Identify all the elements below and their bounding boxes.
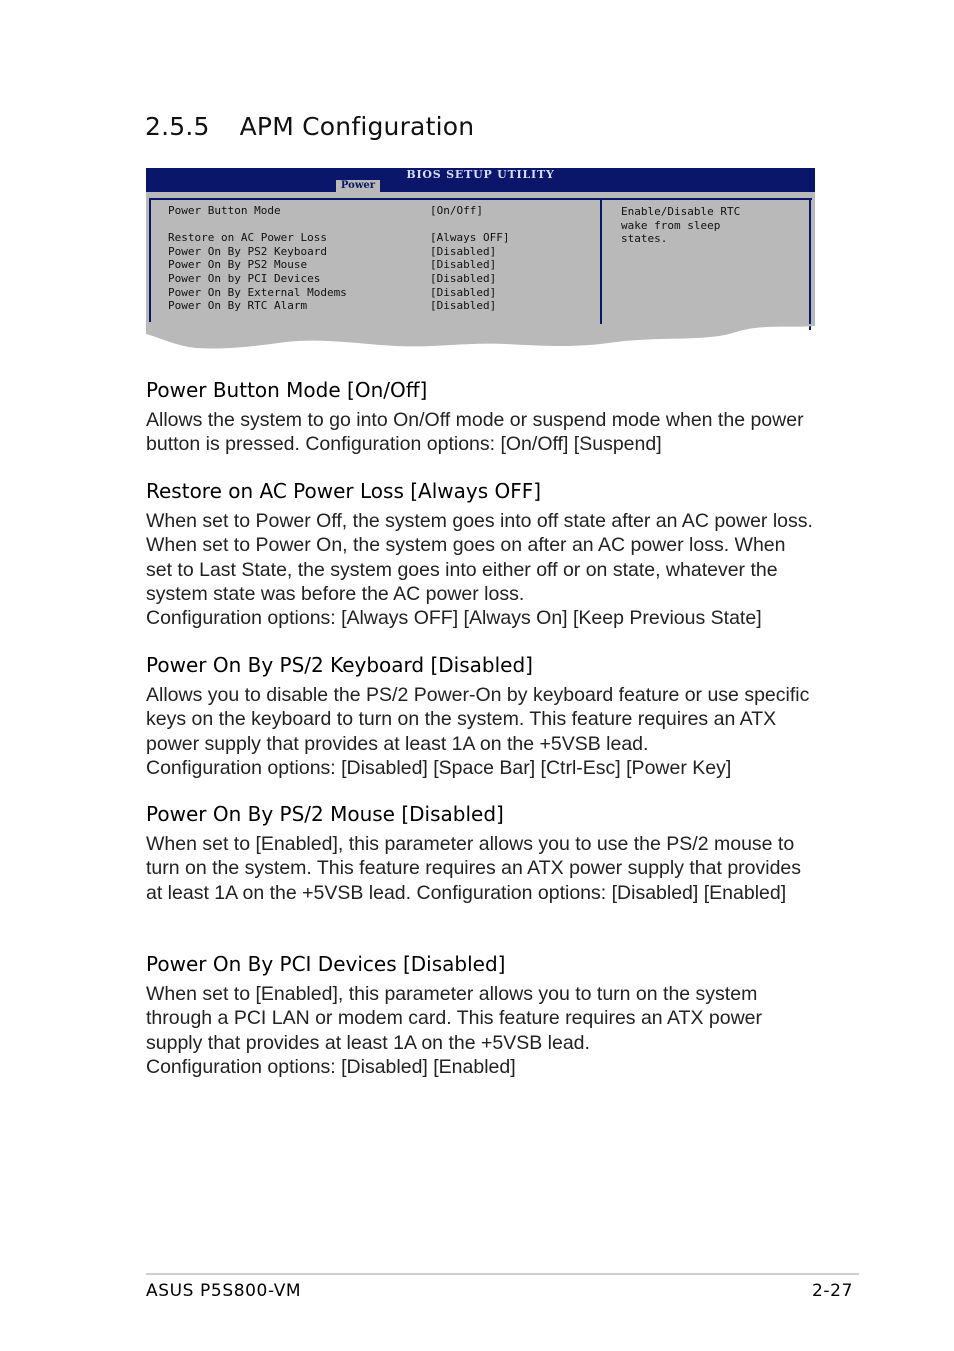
bios-setting-value[interactable]: [Disabled]	[430, 244, 497, 258]
bios-setting-label: Power On By PS2 Mouse	[168, 258, 308, 272]
section-options: Configuration options: [Disabled] [Enabled]	[146, 1055, 516, 1078]
section-ps2-keyboard	[146, 653, 816, 780]
bios-setting-row[interactable]	[168, 286, 509, 300]
bios-setting-label: Restore on AC Power Loss	[168, 231, 327, 245]
bios-setting-row[interactable]	[168, 231, 509, 245]
bios-setting-value[interactable]: [Disabled]	[430, 258, 497, 272]
torn-edge-graphic	[146, 324, 815, 352]
footer-divider	[146, 1273, 859, 1275]
bios-panel	[146, 192, 815, 326]
footer-page-number: 2-27	[812, 1281, 853, 1301]
bios-help-line: states.	[621, 232, 668, 246]
bios-setting-row[interactable]	[168, 299, 509, 313]
section-body: Allows you to disable the PS/2 Power-On by keyboard feature or use specific keys on the keyboard to turn on the system. This feature requires an ATX power supply that provides at least 1A on the +5VSB lead.	[146, 684, 810, 755]
bios-setting-label: Power Button Mode	[168, 204, 281, 217]
section-heading: Power On By PS/2 Keyboard [Disabled]	[146, 653, 533, 677]
bios-settings-list	[168, 204, 509, 313]
bios-border-right	[809, 200, 811, 330]
bios-setting-row[interactable]	[168, 258, 509, 272]
section-restore-ac-power-loss	[146, 479, 816, 630]
section-options: Configuration options: [Always OFF] [Always On] [Keep Previous State]	[146, 607, 762, 630]
section-heading: Power On By PS/2 Mouse [Disabled]	[146, 802, 504, 826]
section-power-button-mode	[146, 378, 816, 457]
bios-border-top	[149, 198, 812, 200]
bios-help-line: Enable/Disable RTC	[621, 205, 741, 218]
bios-screenshot	[146, 168, 815, 352]
section-body: When set to Power Off, the system goes into off state after an AC power loss. When set to Power On, the system goes on after an AC power loss. When set to Last State, the system goes into either off or on state, whatever the system state was before the AC power loss.	[146, 510, 813, 605]
bios-header-bar	[146, 168, 815, 192]
bios-setting-label: Power On By RTC Alarm	[168, 299, 308, 313]
page-title	[145, 112, 474, 141]
bios-setting-label: Power On By PS2 Keyboard	[168, 244, 327, 258]
bios-setting-value[interactable]: [Disabled]	[430, 271, 497, 285]
section-body: When set to [Enabled], this parameter allows you to turn on the system through a PCI LAN or modem card. This feature requires an ATX power supply that provides at least 1A on the +5VSB lead.	[146, 983, 762, 1054]
bios-tab-power[interactable]: Power	[336, 180, 380, 192]
section-body: When set to [Enabled], this parameter allows you to use the PS/2 mouse to turn on the system. This feature requires an ATX power supply that provides at least 1A on the +5VSB lead. Configuration options: [Disabled] [Enabled]	[146, 833, 802, 904]
section-heading: Power On By PCI Devices [Disabled]	[146, 952, 506, 976]
section-options: Configuration options: [Disabled] [Space Bar] [Ctrl-Esc] [Power Key]	[146, 756, 732, 779]
bios-divider	[600, 200, 602, 336]
section-body: Allows the system to go into On/Off mode or suspend mode when the power button is pressed. Configuration options: [On/Off] [Suspend]	[146, 409, 804, 456]
footer-product-name: ASUS P5S800-VM	[146, 1281, 302, 1301]
bios-setting-label: Power On by PCI Devices	[168, 271, 321, 285]
bios-help-text	[621, 205, 781, 246]
bios-utility-title: BIOS SETUP UTILITY	[406, 168, 555, 181]
bios-border-left	[149, 200, 151, 322]
bios-setting-value[interactable]: [Disabled]	[430, 299, 497, 313]
bios-setting-row[interactable]	[168, 272, 509, 286]
section-heading: Power Button Mode [On/Off]	[146, 378, 428, 402]
section-heading: Restore on AC Power Loss [Always OFF]	[146, 479, 542, 503]
bios-help-line: wake from sleep	[621, 218, 721, 232]
section-number: 2.5.5	[145, 112, 210, 141]
bios-setting-value[interactable]: [Disabled]	[430, 285, 497, 299]
bios-setting-row[interactable]	[168, 245, 509, 259]
bios-setting-value[interactable]: [On/Off]	[430, 204, 483, 217]
section-title: APM Configuration	[239, 112, 475, 141]
bios-setting-value[interactable]: [Always OFF]	[430, 231, 510, 245]
bios-setting-row[interactable]	[168, 204, 509, 218]
bios-setting-label: Power On By External Modems	[168, 285, 347, 299]
section-ps2-mouse	[146, 802, 816, 905]
section-pci-devices	[146, 952, 816, 1079]
